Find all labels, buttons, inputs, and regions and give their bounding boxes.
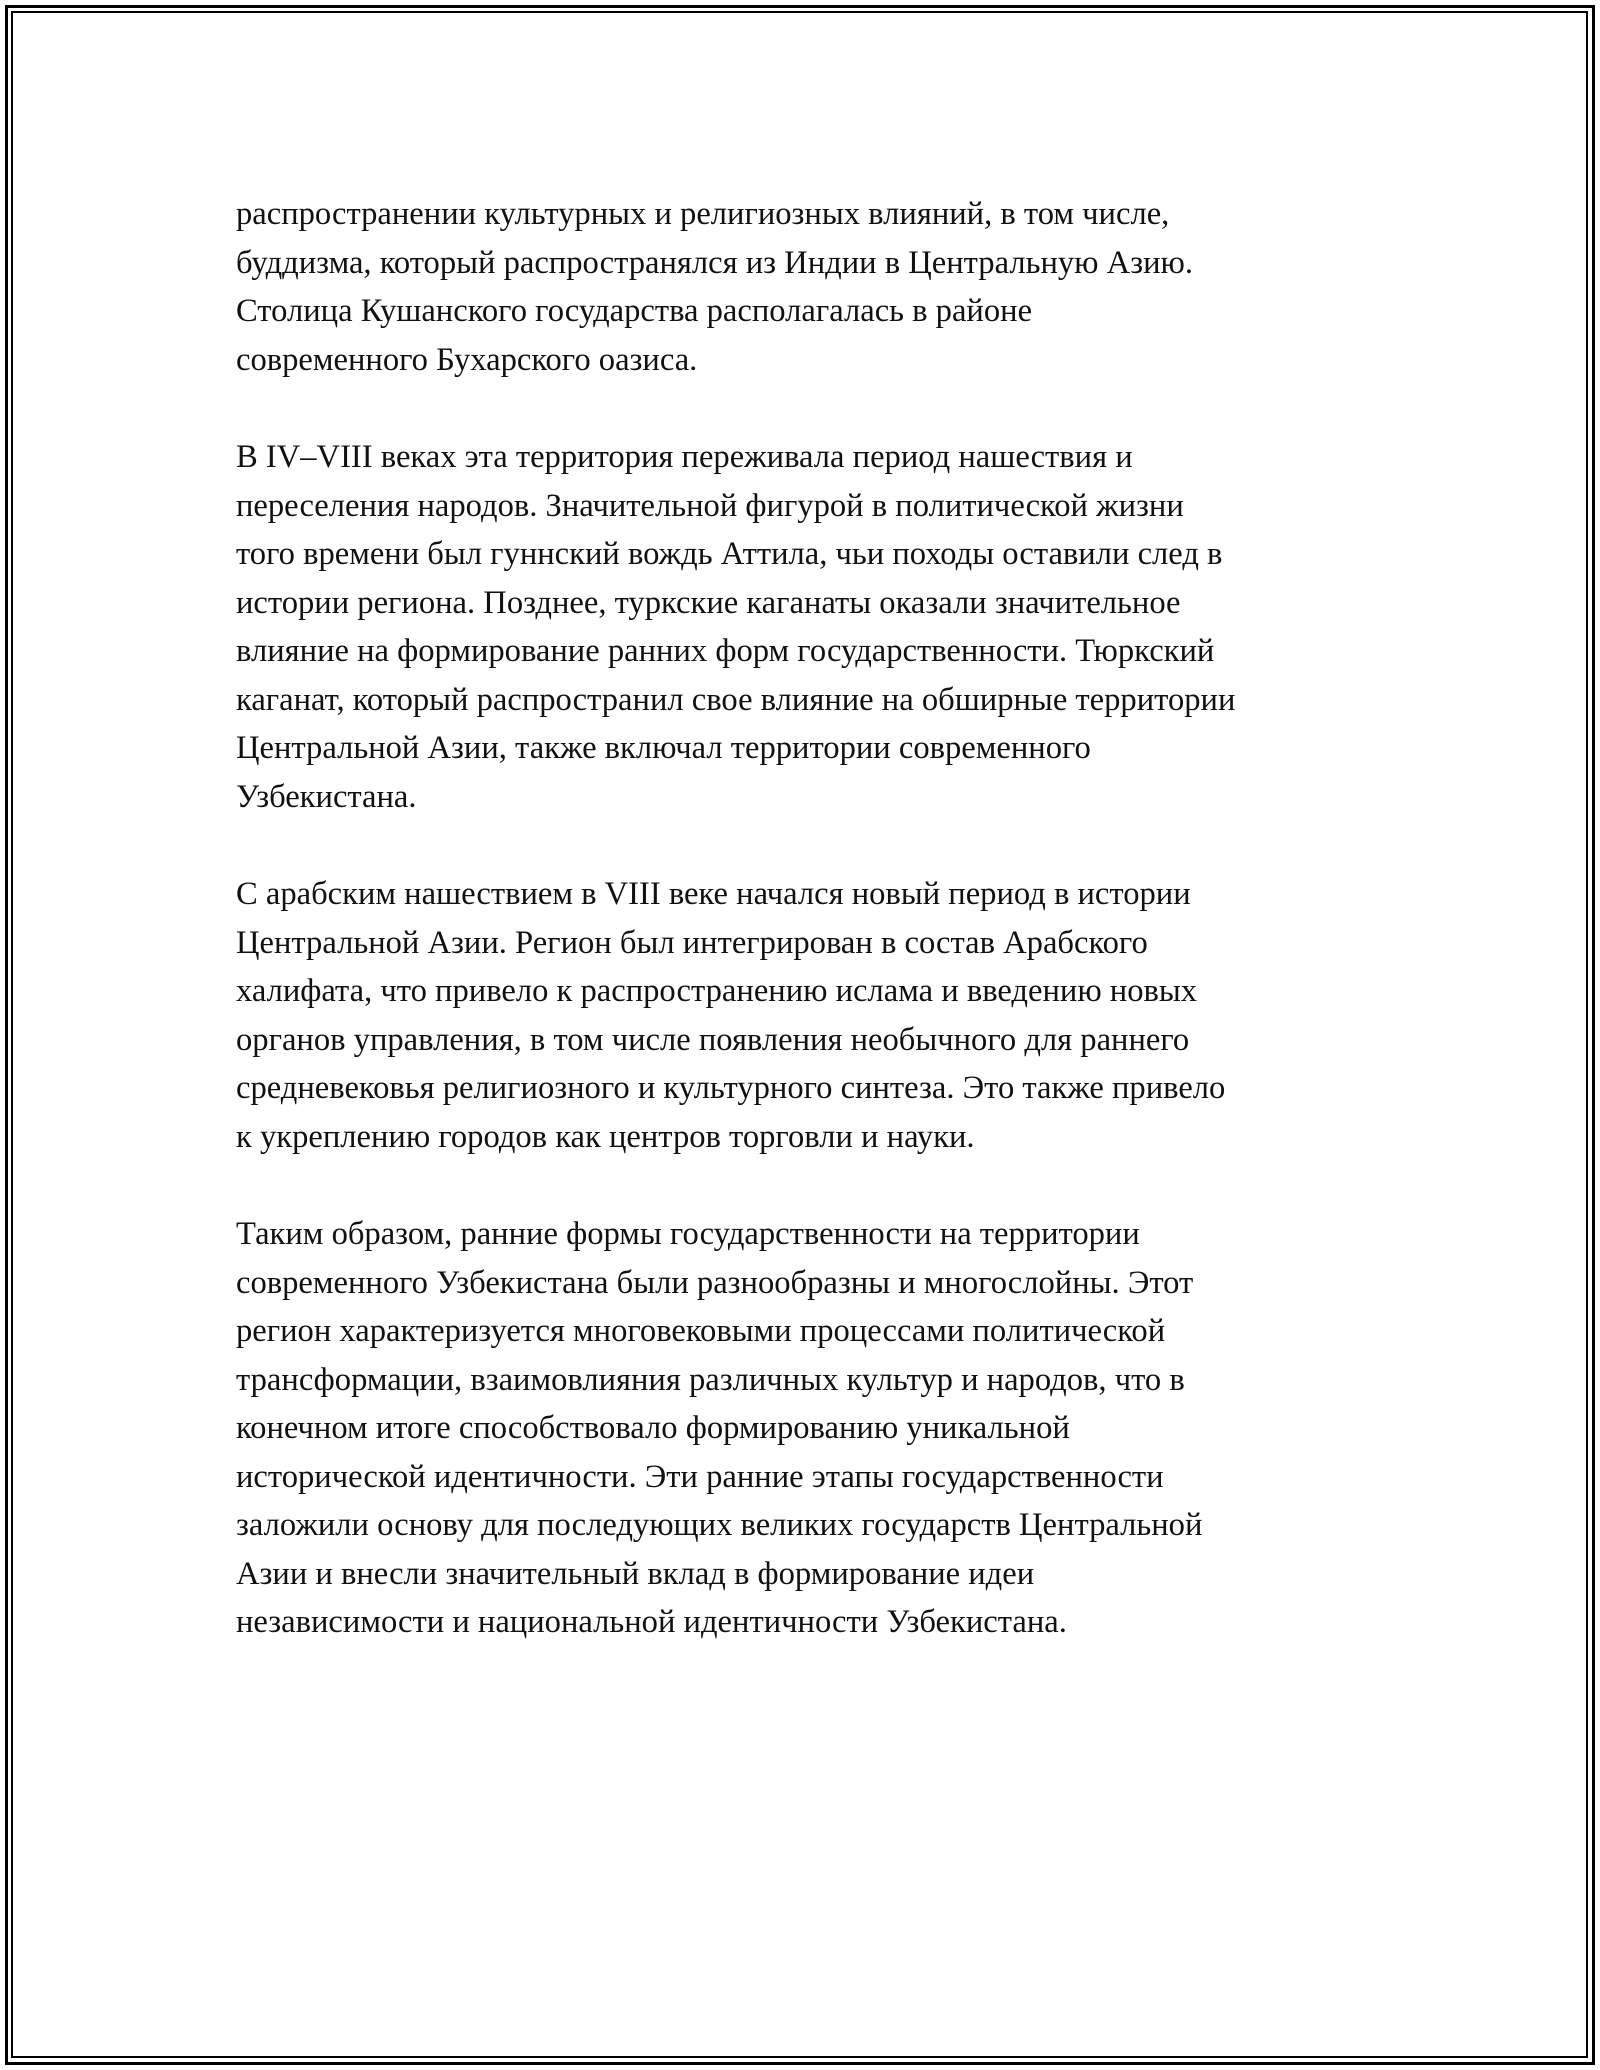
text-line: Центральной Азии, также включал территории современного (236, 730, 1091, 766)
paragraph-1 (236, 190, 1396, 384)
text-line: конечном итоге способствовало формированию уникальной (236, 1410, 1070, 1446)
text-line: Столица Кушанского государства располагалась в районе (236, 293, 1033, 329)
text-line: современного Узбекистана были разнообразны и многослойны. Этот (236, 1264, 1194, 1301)
text-line: органов управления, в том числе появления необычного для раннего (236, 1021, 1190, 1058)
text-line: независимости и национальной идентичности Узбекистана. (236, 1604, 1067, 1640)
text-line: истории региона. Позднее, туркские каганаты оказали значительное (236, 584, 1181, 621)
text-line: трансформации, взаимовлияния различных культур и народов, что в (236, 1361, 1185, 1398)
text-line: средневековья религиозного и культурного синтеза. Это также привело (236, 1070, 1226, 1106)
document-body (236, 190, 1396, 1696)
text-line: к укреплению городов как центров торговли и науки. (236, 1118, 975, 1155)
text-line: исторической идентичности. Эти ранние этапы государственности (236, 1458, 1164, 1495)
text-line: влияние на формирование ранних форм государственности. Тюркский (236, 633, 1215, 669)
paragraph-2 (236, 433, 1396, 821)
text-line: регион характеризуется многовековыми процессами политической (236, 1313, 1166, 1349)
paragraph-4 (236, 1210, 1396, 1647)
text-line: Центральной Азии. Регион был интегрирован в состав Арабского (236, 924, 1148, 961)
text-line: современного Бухарского оазиса. (236, 341, 698, 378)
text-line: того времени был гуннский вождь Аттила, чьи походы оставили след в (236, 536, 1223, 572)
text-line: распространении культурных и религиозных влияний, в том числе, (236, 196, 1170, 232)
text-line: халифата, что привело к распространению ислама и введению новых (236, 973, 1198, 1009)
text-line: заложили основу для последующих великих государств Центральной (236, 1507, 1203, 1543)
text-line: каганат, который распространил свое влияние на обширные территории (236, 681, 1236, 718)
text-line: Узбекистана. (236, 778, 417, 815)
text-line: Азии и внесли значительный вклад в формирование идеи (236, 1555, 1035, 1592)
text-line: буддизма, который распространялся из Индии в Центральную Азию. (236, 244, 1193, 281)
text-line: переселения народов. Значительной фигурой в политической жизни (236, 487, 1184, 524)
text-line: С арабским нашествием в VIII веке начался новый период в истории (236, 876, 1191, 912)
text-line: В IV–VIII веках эта территория переживала период нашествия и (236, 439, 1133, 475)
text-line: Таким образом, ранние формы государственности на территории (236, 1216, 1140, 1252)
paragraph-3 (236, 870, 1396, 1161)
